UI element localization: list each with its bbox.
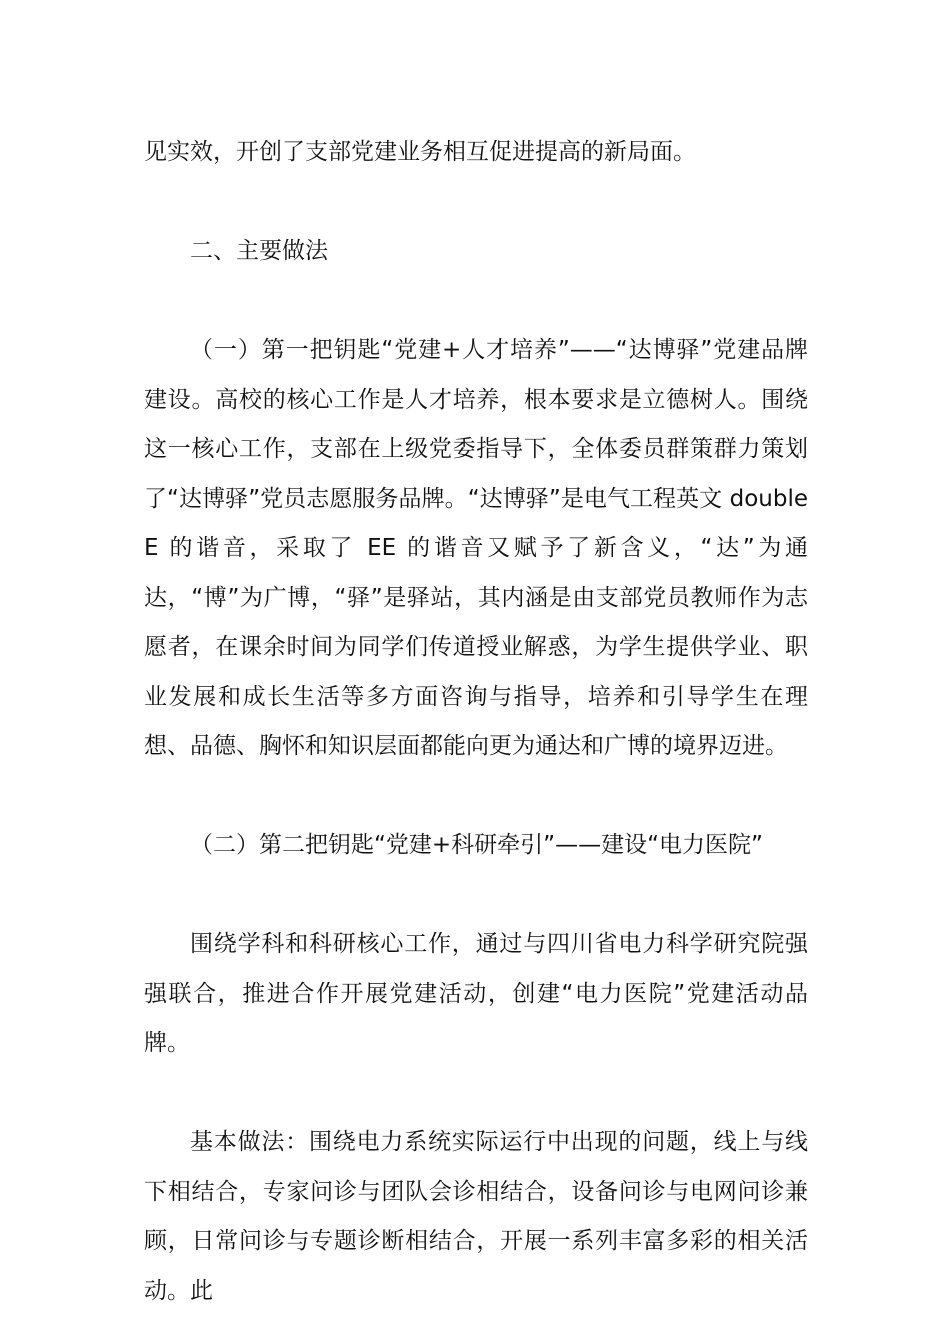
- paragraph-spacer: [144, 871, 808, 921]
- paragraph-basic-method: 基本做法：围绕电力系统实际运行中出现的问题，线上与线下相结合，专家问诊与团队会诊相结合，设备问诊与电网问诊兼顾，日常问诊与专题诊断相结合，开展一系列丰富多彩的相关活动。此: [144, 1129, 808, 1304]
- paragraph-spacer: [144, 178, 808, 228]
- paragraph-key-one: （一）第一把钥匙“党建+人才培养”——“达博驿”党建品牌建设。高校的核心工作是人才培养，根本要求是立德树人。围绕这一核心工作，支部在上级党委指导下，全体委员群策群力策划了“达博驿”党员志愿服务品牌。“达博驿”是电气工程英文 doubleE 的谐音，采取了 EE 的谐音又赋予了新含义，“达”为通达，“博”为广博，“驿”是驿站，其内涵是由支部党员教师作为志愿者，在课余时间为同学们传道授业解惑，为学生提供学业、职业发展和成长生活等多方面咨询与指导，培养和引导学生在理想、品德、胸怀和知识层面都能向更为通达和广博的境界迈进。: [144, 337, 808, 759]
- paragraph-continuation: 见实效，开创了支部党建业务相互促进提高的新局面。: [144, 139, 696, 165]
- document-body: [144, 128, 808, 1316]
- subheading-key-two: （二）第二把钥匙“党建+科研牵引”——建设“电力医院”: [190, 832, 763, 858]
- section-heading: 二、主要做法: [190, 238, 328, 264]
- paragraph-spacer: [144, 1069, 808, 1119]
- paragraph-spacer: [144, 277, 808, 327]
- paragraph-power-hospital: 围绕学科和科研核心工作，通过与四川省电力科学研究院强强联合，推进合作开展党建活动，创建“电力医院”党建活动品牌。: [144, 931, 808, 1056]
- paragraph-spacer: [144, 772, 808, 822]
